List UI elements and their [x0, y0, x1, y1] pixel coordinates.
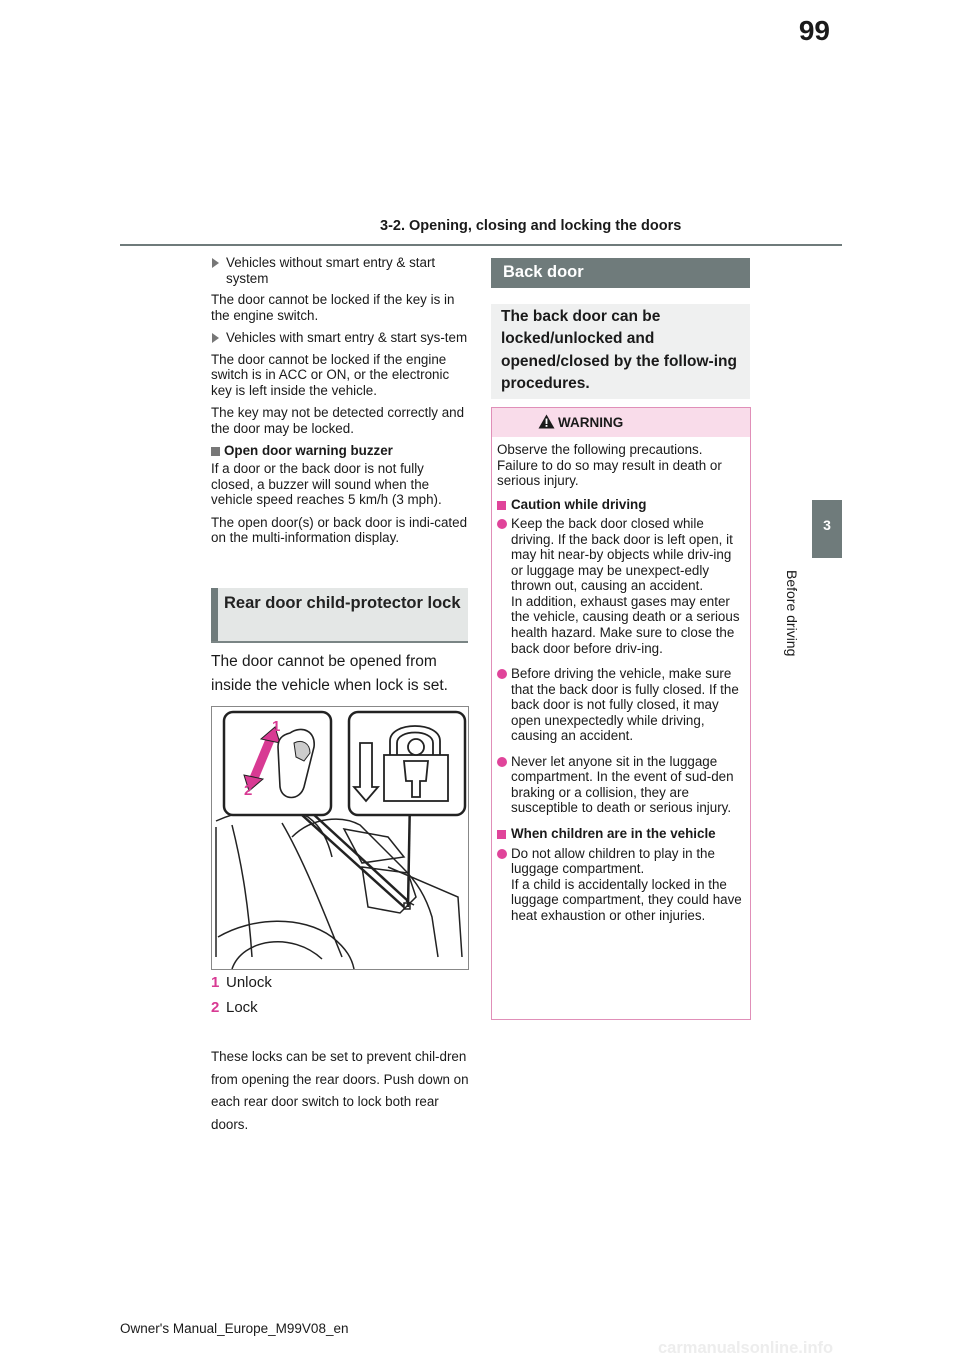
legend-number: 1 — [211, 974, 220, 991]
warning-item — [497, 754, 743, 816]
child-head-icon — [408, 739, 424, 755]
square-bullet-icon — [497, 830, 506, 839]
chapter-label-text: Before driving — [784, 570, 800, 657]
warning-item-text: In addition, exhaust gases may enter the vehicle, causing death or a serious health hazard. Make sure to close the back door before driv-ing. — [511, 593, 740, 656]
page-number: 99 — [798, 15, 830, 46]
bullet-with-smart-entry — [211, 330, 469, 346]
warning-item — [497, 666, 743, 744]
warning-item-content — [511, 846, 743, 924]
watermark: carmanualsonline.info — [658, 1339, 834, 1357]
warning-subheading-text: When children are in the vehicle — [511, 826, 716, 842]
warning-item — [497, 846, 743, 924]
bullet-text: Vehicles without smart entry & start system — [226, 255, 436, 286]
wheel-inner-line — [232, 942, 322, 969]
chapter-number: 3 — [823, 517, 831, 533]
circle-bullet-icon — [497, 757, 507, 767]
child-lock-heading: Rear door child-protector lock — [224, 594, 461, 612]
section-title: 3-2. Opening, closing and locking the doors — [380, 218, 682, 234]
circle-bullet-icon — [497, 669, 507, 679]
legend-label: Unlock — [226, 974, 272, 991]
child-lock-intro: The door cannot be opened from inside the vehicle when lock is set. — [211, 653, 448, 695]
child-lock-drawing — [212, 707, 468, 969]
back-door-heading-box — [491, 258, 750, 288]
square-bullet-icon — [211, 447, 220, 456]
callout-label-1: 1 — [272, 718, 281, 735]
warning-item — [497, 516, 743, 656]
back-door-intro: The back door can be locked/unlocked and opened/closed by the follow-ing procedures. — [501, 308, 737, 393]
warning-triangle-icon — [538, 414, 555, 429]
triangle-bullet-icon — [212, 258, 219, 268]
circle-bullet-icon — [497, 519, 507, 529]
warning-intro: Observe the following precautions. Failure to do so may result in death or serious injury. — [497, 442, 722, 489]
legend-number: 2 — [211, 999, 220, 1016]
footer-text: Owner's Manual_Europe_M99V08_en — [120, 1321, 349, 1336]
window-outline-line — [344, 829, 404, 863]
warning-item-text: Never let anyone sit in the luggage compartment. In the event of sud-den braking or a collision, they are susceptible to death or serious injury. — [511, 753, 734, 816]
warning-item-text: Before driving the vehicle, make sure that the back door is fully closed. If the back door is not fully closed, it may open unexpectedly while driving, causing an accident. — [511, 666, 739, 744]
header-divider — [120, 244, 842, 246]
warning-item-content — [511, 516, 743, 656]
bullet-text: Vehicles with smart entry & start sys-tem — [226, 330, 468, 346]
legend-item-lock — [211, 995, 469, 1020]
paragraph: The door cannot be locked if the key is in the engine switch. — [211, 292, 455, 323]
callout-label-2: 2 — [244, 782, 253, 799]
warning-item-text: Do not allow children to play in the luggage compartment. — [511, 845, 715, 877]
warning-item-text: If a child is accidentally locked in the luggage compartment, they could have heat exhaustion or other injuries. — [511, 876, 742, 923]
locks-description: These locks can be set to prevent chil-dren from opening the rear doors. Push down on each rear door switch to lock both rear doors. — [211, 1049, 469, 1132]
square-bullet-icon — [497, 501, 506, 510]
chapter-label — [784, 570, 804, 670]
triangle-bullet-icon — [212, 333, 219, 343]
door-panel-line — [232, 825, 252, 957]
paragraph: The door cannot be locked if the engine switch is in ACC or ON, or the electronic key is left inside the vehicle. — [211, 351, 450, 398]
warning-item-text: Keep the back door closed while driving. If the back door is left open, it may hit near-by objects while driv-ing or luggage may be unexpect-edly thrown out, causing an accident. — [511, 516, 733, 594]
back-door-intro-box — [491, 304, 750, 399]
warning-subheading — [497, 826, 743, 842]
legend-label: Lock — [226, 999, 258, 1016]
paragraph: The key may not be detected correctly and the door may be locked. — [211, 405, 465, 436]
warning-subheading-text: Caution while driving — [511, 496, 647, 512]
left-column-body — [211, 255, 469, 553]
warning-header — [492, 408, 750, 437]
circle-bullet-icon — [497, 849, 507, 859]
paragraph: If a door or the back door is not fully closed, a buzzer will sound when the vehicle speed reaches 5 km/h (3 mph). — [211, 461, 442, 508]
heading-accent-bar — [211, 588, 218, 641]
warning-body — [497, 442, 743, 933]
legend-item-unlock — [211, 970, 469, 995]
child-lock-heading-box — [211, 588, 468, 643]
wheel-arc-line — [218, 921, 354, 969]
warning-subheading — [497, 497, 743, 513]
paragraph: The open door(s) or back door is indi-cated on the multi-information display. — [211, 514, 468, 546]
child-lock-illustration — [211, 706, 469, 970]
bullet-without-smart-entry — [211, 255, 469, 286]
warning-title: WARNING — [558, 415, 624, 430]
warning-box — [491, 407, 751, 1020]
buzzer-heading — [211, 443, 469, 459]
back-door-heading: Back door — [503, 263, 584, 281]
figure-legend — [211, 970, 469, 1020]
body-rear-line — [388, 867, 462, 957]
buzzer-heading-text: Open door warning buzzer — [224, 443, 393, 459]
